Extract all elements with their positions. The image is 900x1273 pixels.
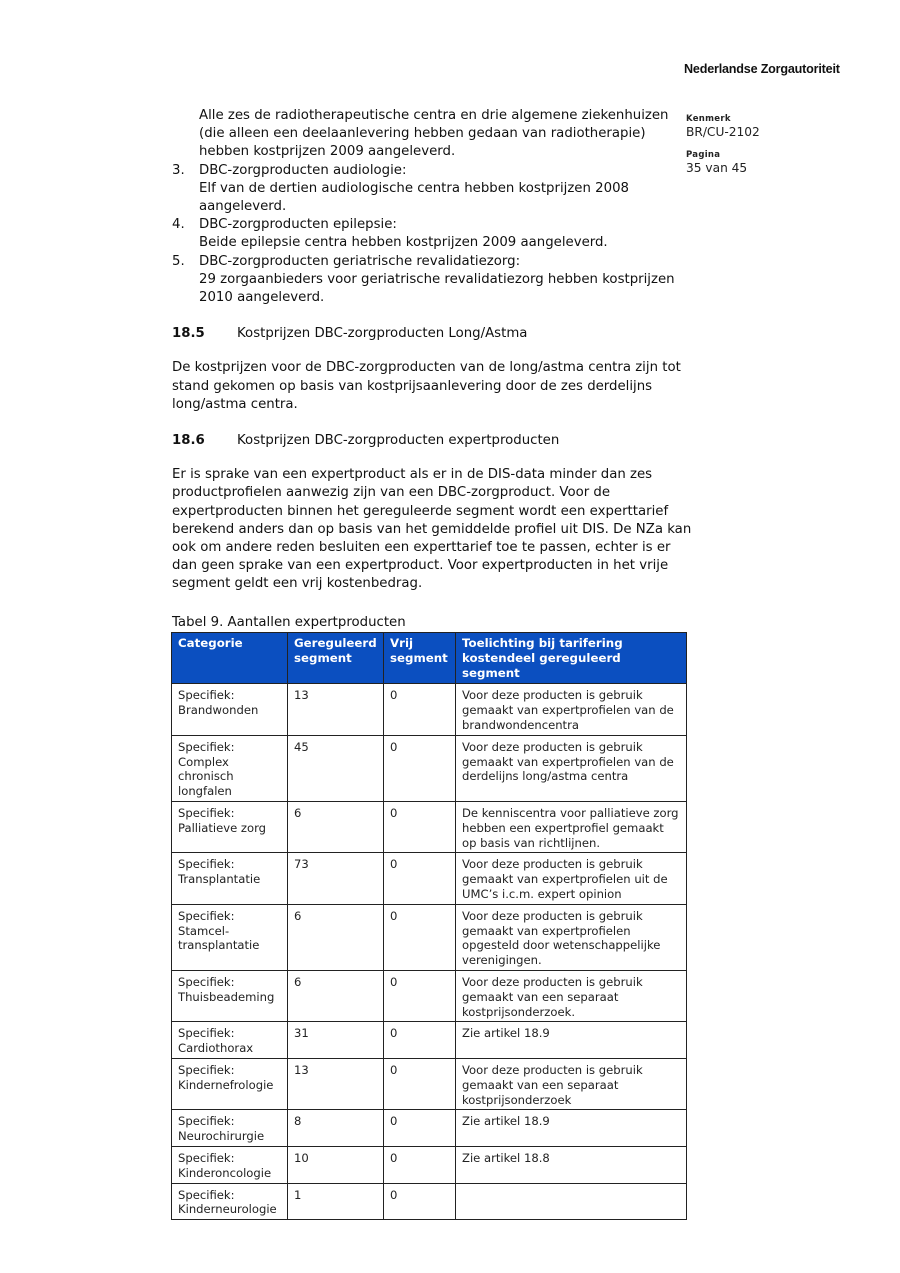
cell-vrij: 0 [384, 853, 456, 904]
table-row [172, 853, 687, 904]
column-header-vrij: Vrij segment [384, 633, 456, 684]
cell-toelichting: Voor deze producten is gebruik gemaakt van een separaat kostprijsonderzoek. [456, 970, 687, 1021]
cell-gereguleerd: 8 [288, 1110, 384, 1147]
table-header-row [172, 633, 687, 684]
cell-toelichting: De kenniscentra voor palliatieve zorg hebben een expertprofiel gemaakt op basis van richtlijnen. [456, 801, 687, 852]
cell-gereguleerd: 1 [288, 1183, 384, 1220]
section-title: Kostprijzen DBC-zorgproducten expertproducten [237, 433, 560, 449]
intro-paragraph: Alle zes de radiotherapeutische centra en drie algemene ziekenhuizen (die alleen een deelaanlevering hebben gedaan van radiotherapie) hebben kostprijzen 2009 aangeleverd. [199, 108, 669, 160]
cell-categorie: Specifiek: Cardiothorax [172, 1022, 288, 1059]
column-header-categorie: Categorie [172, 633, 288, 684]
list-item [172, 216, 692, 252]
table-caption: Tabel 9. Aantallen expertproducten [172, 615, 406, 630]
cell-vrij: 0 [384, 1022, 456, 1059]
table-row [172, 970, 687, 1021]
list-item-title: DBC-zorgproducten geriatrische revalidatiezorg: [199, 253, 521, 269]
organization-name: Nederlandse Zorgautoriteit [684, 62, 840, 76]
table-row [172, 1146, 687, 1183]
cell-toelichting: Zie artikel 18.9 [456, 1022, 687, 1059]
cell-vrij: 0 [384, 684, 456, 735]
cell-gereguleerd: 6 [288, 904, 384, 970]
cell-vrij: 0 [384, 1058, 456, 1109]
list-item-text: Beide epilepsie centra hebben kostprijzen 2009 aangeleverd. [199, 235, 608, 251]
cell-gereguleerd: 45 [288, 735, 384, 801]
table-row [172, 801, 687, 852]
cell-categorie: Specifiek: Palliatieve zorg [172, 801, 288, 852]
cell-gereguleerd: 6 [288, 970, 384, 1021]
cell-categorie: Specifiek: Kinderoncologie [172, 1146, 288, 1183]
cell-vrij: 0 [384, 1183, 456, 1220]
cell-categorie: Specifiek: Brandwonden [172, 684, 288, 735]
cell-categorie: Specifiek: Kinderneurologie [172, 1183, 288, 1220]
cell-vrij: 0 [384, 1146, 456, 1183]
cell-gereguleerd: 13 [288, 1058, 384, 1109]
section-number: 18.6 [172, 433, 205, 449]
list-item [172, 162, 692, 217]
cell-vrij: 0 [384, 801, 456, 852]
cell-vrij: 0 [384, 1110, 456, 1147]
cell-toelichting: Voor deze producten is gebruik gemaakt van expertprofielen opgesteld door wetenschappelijke verenigingen. [456, 904, 687, 970]
table-row [172, 904, 687, 970]
section-heading-18-5 [172, 325, 692, 343]
cell-toelichting: Voor deze producten is gebruik gemaakt van expertprofielen uit de UMC’s i.c.m. expert opinion [456, 853, 687, 904]
list-item-title: DBC-zorgproducten audiologie: [199, 162, 407, 178]
section-body: Er is sprake van een expertproduct als er in de DIS-data minder dan zes productprofielen aanwezig zijn van een DBC-zorgproduct. Voor de expertproducten binnen het gereguleerde segment wordt een experttarief berekend anders dan op basis van het gemiddelde profiel uit DIS. De NZa kan ook om andere reden besluiten een experttarief toe te passen, echter is er dan geen sprake van een expertproduct. Voor expertproducten in het vrije segment geldt een vrij kostenbedrag. [172, 467, 692, 592]
cell-gereguleerd: 13 [288, 684, 384, 735]
list-number: 5. [172, 253, 185, 269]
document-body [172, 107, 692, 612]
cell-categorie: Specifiek: Neurochirurgie [172, 1110, 288, 1147]
cell-vrij: 0 [384, 970, 456, 1021]
cell-toelichting: Voor deze producten is gebruik gemaakt van een separaat kostprijsonderzoek [456, 1058, 687, 1109]
expertproducten-table [171, 632, 687, 1220]
table-row [172, 1183, 687, 1220]
cell-categorie: Specifiek: Transplantatie [172, 853, 288, 904]
cell-categorie: Specifiek: Complex chronisch longfalen [172, 735, 288, 801]
list-item-title: DBC-zorgproducten epilepsie: [199, 217, 397, 233]
table-row [172, 684, 687, 735]
cell-vrij: 0 [384, 904, 456, 970]
cell-toelichting: Voor deze producten is gebruik gemaakt van expertprofielen van de derdelijns long/astma centra [456, 735, 687, 801]
column-header-toelichting: Toelichting bij tarifering kostendeel gereguleerd segment [456, 633, 687, 684]
cell-categorie: Specifiek: Stamcel-transplantatie [172, 904, 288, 970]
list-item-text: Elf van de dertien audiologische centra hebben kostprijzen 2008 aangeleverd. [199, 180, 629, 215]
cell-gereguleerd: 73 [288, 853, 384, 904]
cell-gereguleerd: 10 [288, 1146, 384, 1183]
cell-toelichting: Voor deze producten is gebruik gemaakt van expertprofielen van de brandwondencentra [456, 684, 687, 735]
table-row [172, 1022, 687, 1059]
section-number: 18.5 [172, 326, 205, 342]
cell-categorie: Specifiek: Thuisbeademing [172, 970, 288, 1021]
table-row [172, 1110, 687, 1147]
cell-categorie: Specifiek: Kindernefrologie [172, 1058, 288, 1109]
pagina-value: 35 van 45 [686, 161, 748, 175]
pagina-block [686, 150, 747, 175]
cell-vrij: 0 [384, 735, 456, 801]
table-row [172, 735, 687, 801]
cell-gereguleerd: 31 [288, 1022, 384, 1059]
kenmerk-value: BR/CU-2102 [686, 125, 760, 139]
cell-toelichting: Zie artikel 18.8 [456, 1146, 687, 1183]
list-item [172, 253, 692, 308]
section-heading-18-6 [172, 432, 692, 450]
kenmerk-block [686, 114, 760, 139]
list-number: 4. [172, 217, 185, 233]
cell-toelichting [456, 1183, 687, 1220]
column-header-gereguleerd: Gereguleerd segment [288, 633, 384, 684]
table-row [172, 1058, 687, 1109]
pagina-label: Pagina [686, 150, 721, 160]
list-item-text: 29 zorgaanbieders voor geriatrische revalidatiezorg hebben kostprijzen 2010 aangeleverd. [199, 271, 675, 306]
numbered-list [172, 162, 692, 308]
kenmerk-label: Kenmerk [686, 114, 731, 124]
cell-toelichting: Zie artikel 18.9 [456, 1110, 687, 1147]
list-number: 3. [172, 162, 185, 178]
cell-gereguleerd: 6 [288, 801, 384, 852]
section-title: Kostprijzen DBC-zorgproducten Long/Astma [237, 326, 528, 342]
section-body: De kostprijzen voor de DBC-zorgproducten van de long/astma centra zijn tot stand gekomen op basis van kostprijsaanlevering door de zes derdelijns long/astma centra. [172, 360, 681, 412]
